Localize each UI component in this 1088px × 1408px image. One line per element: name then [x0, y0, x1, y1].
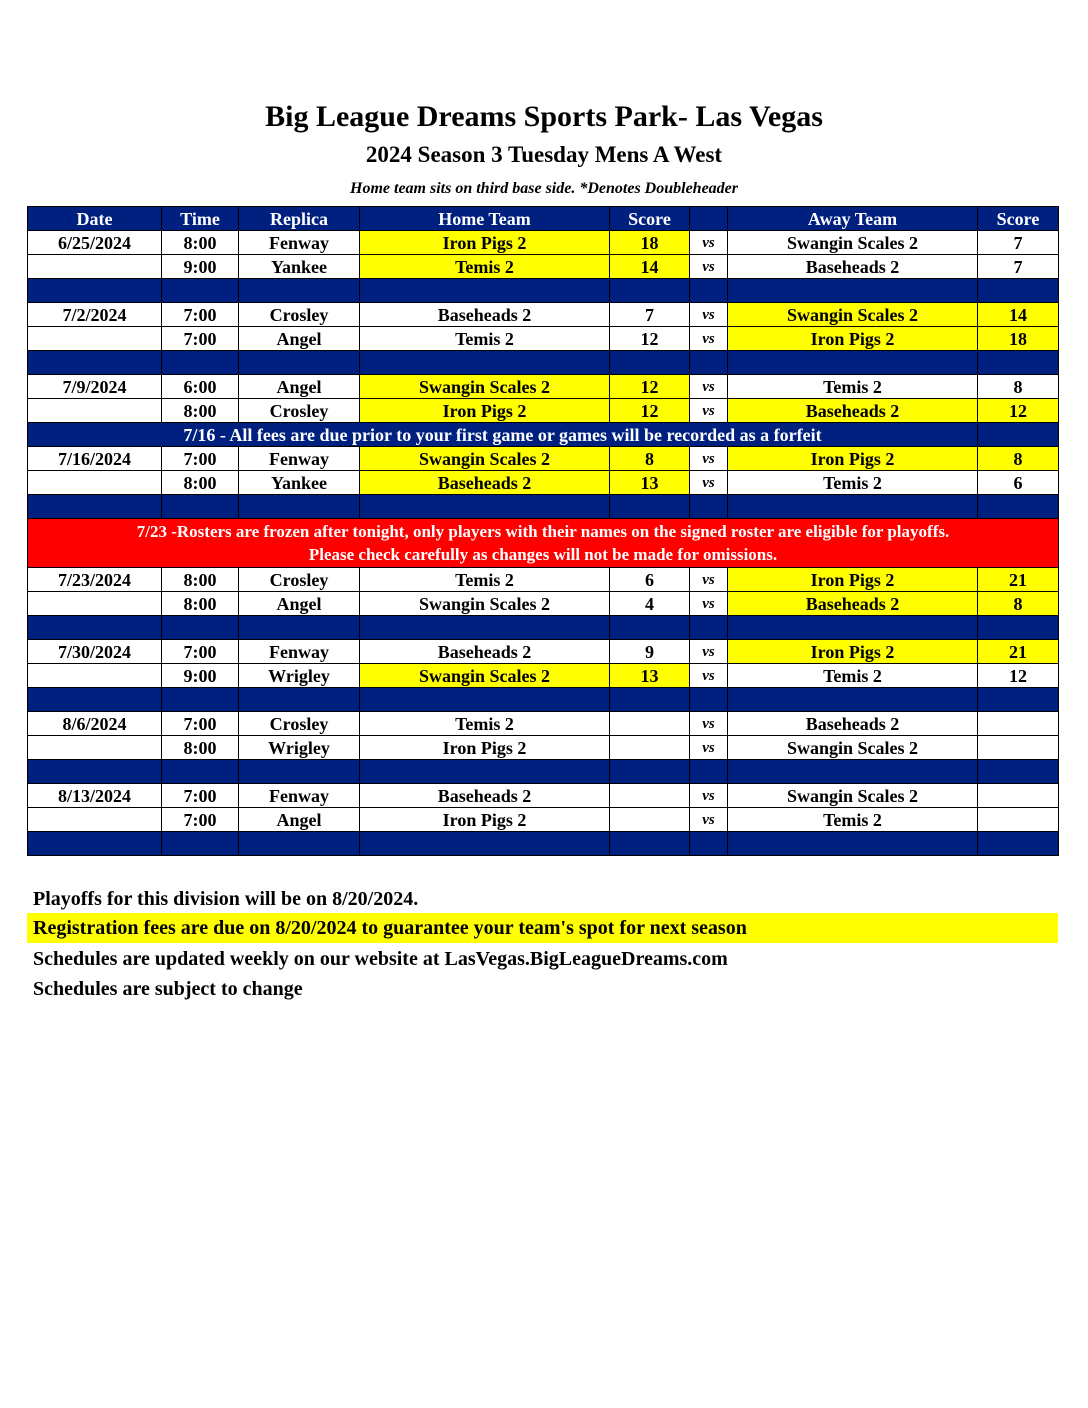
- spacer-cell: [162, 351, 239, 375]
- vs-label: vs: [690, 712, 728, 736]
- field-replica: Crosley: [239, 568, 360, 592]
- game-date: [28, 327, 162, 351]
- game-date: [28, 736, 162, 760]
- field-replica: Fenway: [239, 640, 360, 664]
- home-team: Swangin Scales 2: [360, 447, 610, 471]
- spacer-cell: [690, 688, 728, 712]
- vs-label: vs: [690, 664, 728, 688]
- game-time: 7:00: [162, 784, 239, 808]
- away-score: 12: [978, 399, 1059, 423]
- spacer-cell: [610, 351, 690, 375]
- col-header-vs: [690, 207, 728, 231]
- field-replica: Yankee: [239, 471, 360, 495]
- spacer-row: [28, 495, 1059, 519]
- game-row: [28, 784, 1059, 808]
- spacer-cell: [239, 616, 360, 640]
- season-subtitle: 2024 Season 3 Tuesday Mens A West: [365, 142, 723, 167]
- game-row: [28, 375, 1059, 399]
- away-team: Iron Pigs 2: [728, 447, 978, 471]
- spacer-cell: [610, 279, 690, 303]
- away-team: Baseheads 2: [728, 255, 978, 279]
- home-score: 13: [610, 471, 690, 495]
- game-time: 6:00: [162, 375, 239, 399]
- field-replica: Angel: [239, 327, 360, 351]
- game-row: [28, 712, 1059, 736]
- website-note: Schedules are updated weekly on our website at LasVegas.BigLeagueDreams.com: [33, 948, 728, 970]
- home-score: 14: [610, 255, 690, 279]
- game-row: [28, 471, 1059, 495]
- away-score: [978, 712, 1059, 736]
- spacer-cell: [978, 351, 1059, 375]
- col-header-date: Date: [28, 207, 162, 231]
- vs-label: vs: [690, 471, 728, 495]
- spacer-cell: [162, 832, 239, 856]
- vs-label: vs: [690, 231, 728, 255]
- game-time: 8:00: [162, 399, 239, 423]
- game-row: [28, 231, 1059, 255]
- field-replica: Crosley: [239, 399, 360, 423]
- away-score: 8: [978, 592, 1059, 616]
- vs-label: vs: [690, 375, 728, 399]
- game-row: [28, 399, 1059, 423]
- field-replica: Fenway: [239, 231, 360, 255]
- game-date: [28, 471, 162, 495]
- home-team: Swangin Scales 2: [360, 592, 610, 616]
- away-score: 8: [978, 447, 1059, 471]
- spacer-row: [28, 760, 1059, 784]
- home-team: Iron Pigs 2: [360, 399, 610, 423]
- away-team: Temis 2: [728, 664, 978, 688]
- change-note: Schedules are subject to change: [33, 978, 303, 1000]
- away-score: [978, 784, 1059, 808]
- notice-row: [28, 423, 1059, 447]
- registration-note: Registration fees are due on 8/20/2024 to guarantee your team's spot for next season: [27, 913, 1058, 943]
- spacer-cell: [978, 616, 1059, 640]
- game-row: [28, 664, 1059, 688]
- away-team: Temis 2: [728, 808, 978, 832]
- away-score: [978, 736, 1059, 760]
- game-time: 9:00: [162, 664, 239, 688]
- game-time: 8:00: [162, 592, 239, 616]
- spacer-cell: [28, 760, 162, 784]
- home-team: Swangin Scales 2: [360, 664, 610, 688]
- away-team: Swangin Scales 2: [728, 784, 978, 808]
- game-time: 7:00: [162, 808, 239, 832]
- spacer-row: [28, 351, 1059, 375]
- spacer-cell: [978, 832, 1059, 856]
- away-team: Swangin Scales 2: [728, 736, 978, 760]
- schedule-body: [28, 231, 1059, 856]
- game-time: 7:00: [162, 712, 239, 736]
- game-row: [28, 327, 1059, 351]
- game-time: 8:00: [162, 471, 239, 495]
- spacer-cell: [728, 351, 978, 375]
- game-row: [28, 568, 1059, 592]
- home-score: 9: [610, 640, 690, 664]
- vs-label: vs: [690, 447, 728, 471]
- home-score: [610, 808, 690, 832]
- game-row: [28, 255, 1059, 279]
- col-header-time: Time: [162, 207, 239, 231]
- spacer-cell: [610, 760, 690, 784]
- spacer-cell: [610, 832, 690, 856]
- game-row: [28, 447, 1059, 471]
- col-header-home-score: Score: [610, 207, 690, 231]
- roster-alert: [28, 519, 1059, 568]
- spacer-cell: [690, 279, 728, 303]
- game-time: 7:00: [162, 640, 239, 664]
- home-team: Baseheads 2: [360, 784, 610, 808]
- spacer-cell: [690, 760, 728, 784]
- schedule-table: [27, 206, 1059, 856]
- vs-label: vs: [690, 255, 728, 279]
- home-team: Temis 2: [360, 568, 610, 592]
- spacer-cell: [360, 495, 610, 519]
- vs-label: vs: [690, 327, 728, 351]
- home-score: [610, 784, 690, 808]
- spacer-cell: [360, 688, 610, 712]
- spacer-cell: [28, 495, 162, 519]
- page-title: Big League Dreams Sports Park- Las Vegas: [265, 100, 823, 133]
- home-score: 8: [610, 447, 690, 471]
- away-team: Temis 2: [728, 471, 978, 495]
- spacer-cell: [978, 760, 1059, 784]
- spacer-cell: [728, 760, 978, 784]
- roster-alert-line2: Please check carefully as changes will not be made for omissions.: [308, 545, 778, 564]
- field-replica: Angel: [239, 592, 360, 616]
- away-score: [978, 808, 1059, 832]
- away-score: 18: [978, 327, 1059, 351]
- col-header-away-team: Away Team: [728, 207, 978, 231]
- game-date: 6/25/2024: [28, 231, 162, 255]
- spacer-cell: [28, 279, 162, 303]
- playoffs-note: Playoffs for this division will be on 8/20/2024.: [33, 888, 419, 910]
- game-date: [28, 808, 162, 832]
- spacer-cell: [162, 616, 239, 640]
- spacer-cell: [28, 616, 162, 640]
- game-row: [28, 808, 1059, 832]
- home-score: 18: [610, 231, 690, 255]
- game-time: 9:00: [162, 255, 239, 279]
- spacer-cell: [610, 616, 690, 640]
- game-date: 7/30/2024: [28, 640, 162, 664]
- game-date: [28, 592, 162, 616]
- field-replica: Angel: [239, 375, 360, 399]
- game-time: 8:00: [162, 736, 239, 760]
- spacer-row: [28, 688, 1059, 712]
- fees-notice: 7/16 - All fees are due prior to your first game or games will be recorded as a forfeit: [28, 423, 978, 447]
- away-score: 7: [978, 231, 1059, 255]
- spacer-cell: [162, 279, 239, 303]
- spacer-cell: [239, 832, 360, 856]
- vs-label: vs: [690, 399, 728, 423]
- game-date: 7/23/2024: [28, 568, 162, 592]
- home-score: [610, 736, 690, 760]
- vs-label: vs: [690, 592, 728, 616]
- game-row: [28, 736, 1059, 760]
- game-time: 8:00: [162, 231, 239, 255]
- spacer-cell: [690, 351, 728, 375]
- spacer-row: [28, 832, 1059, 856]
- spacer-cell: [28, 688, 162, 712]
- away-team: Swangin Scales 2: [728, 231, 978, 255]
- home-team: Baseheads 2: [360, 471, 610, 495]
- home-team: Baseheads 2: [360, 640, 610, 664]
- home-team: Temis 2: [360, 327, 610, 351]
- spacer-cell: [728, 688, 978, 712]
- spacer-cell: [360, 760, 610, 784]
- field-replica: Wrigley: [239, 736, 360, 760]
- spacer-cell: [162, 760, 239, 784]
- spacer-cell: [728, 279, 978, 303]
- home-score: 12: [610, 327, 690, 351]
- spacer-cell: [239, 688, 360, 712]
- home-score: 12: [610, 375, 690, 399]
- spacer-cell: [978, 279, 1059, 303]
- spacer-cell: [360, 616, 610, 640]
- away-team: Iron Pigs 2: [728, 568, 978, 592]
- game-date: 7/2/2024: [28, 303, 162, 327]
- away-score: 21: [978, 640, 1059, 664]
- spacer-cell: [728, 495, 978, 519]
- away-team: Swangin Scales 2: [728, 303, 978, 327]
- spacer-cell: [28, 832, 162, 856]
- away-score: 21: [978, 568, 1059, 592]
- spacer-cell: [690, 495, 728, 519]
- spacer-cell: [162, 688, 239, 712]
- spacer-cell: [28, 351, 162, 375]
- spacer-cell: [239, 351, 360, 375]
- home-team: Iron Pigs 2: [360, 808, 610, 832]
- home-team: Swangin Scales 2: [360, 375, 610, 399]
- spacer-cell: [610, 688, 690, 712]
- home-score: 13: [610, 664, 690, 688]
- spacer-cell: [239, 760, 360, 784]
- game-row: [28, 592, 1059, 616]
- away-team: Iron Pigs 2: [728, 640, 978, 664]
- game-date: [28, 399, 162, 423]
- game-date: 8/6/2024: [28, 712, 162, 736]
- table-header-row: [28, 207, 1059, 231]
- spacer-cell: [728, 616, 978, 640]
- home-team: Iron Pigs 2: [360, 231, 610, 255]
- spacer-cell: [162, 495, 239, 519]
- field-replica: Yankee: [239, 255, 360, 279]
- field-replica: Fenway: [239, 447, 360, 471]
- away-score: 6: [978, 471, 1059, 495]
- game-date: [28, 255, 162, 279]
- home-score: 6: [610, 568, 690, 592]
- spacer-cell: [978, 688, 1059, 712]
- home-team: Baseheads 2: [360, 303, 610, 327]
- vs-label: vs: [690, 303, 728, 327]
- away-score: 8: [978, 375, 1059, 399]
- home-score: 7: [610, 303, 690, 327]
- field-replica: Crosley: [239, 712, 360, 736]
- home-team-note: Home team sits on third base side. *Denotes Doubleheader: [350, 180, 738, 197]
- home-team: Iron Pigs 2: [360, 736, 610, 760]
- away-team: Temis 2: [728, 375, 978, 399]
- home-score: 12: [610, 399, 690, 423]
- away-score: 14: [978, 303, 1059, 327]
- home-team: Temis 2: [360, 255, 610, 279]
- home-team: Temis 2: [360, 712, 610, 736]
- vs-label: vs: [690, 640, 728, 664]
- spacer-cell: [360, 832, 610, 856]
- game-time: 7:00: [162, 327, 239, 351]
- game-date: 7/16/2024: [28, 447, 162, 471]
- spacer-row: [28, 279, 1059, 303]
- spacer-row: [28, 616, 1059, 640]
- spacer-cell: [690, 616, 728, 640]
- field-replica: Fenway: [239, 784, 360, 808]
- spacer-cell: [360, 279, 610, 303]
- away-team: Iron Pigs 2: [728, 327, 978, 351]
- spacer-cell: [610, 495, 690, 519]
- field-replica: Angel: [239, 808, 360, 832]
- col-header-away-score: Score: [978, 207, 1059, 231]
- game-time: 7:00: [162, 303, 239, 327]
- game-time: 8:00: [162, 568, 239, 592]
- spacer-cell: [978, 495, 1059, 519]
- roster-alert-row: [28, 519, 1059, 568]
- game-date: 7/9/2024: [28, 375, 162, 399]
- spacer-cell: [690, 832, 728, 856]
- spacer-cell: [239, 279, 360, 303]
- field-replica: Wrigley: [239, 664, 360, 688]
- notice-blank-cell: [978, 423, 1059, 447]
- away-team: Baseheads 2: [728, 399, 978, 423]
- field-replica: Crosley: [239, 303, 360, 327]
- vs-label: vs: [690, 808, 728, 832]
- vs-label: vs: [690, 784, 728, 808]
- home-score: 4: [610, 592, 690, 616]
- col-header-home-team: Home Team: [360, 207, 610, 231]
- away-team: Baseheads 2: [728, 712, 978, 736]
- roster-alert-line1: 7/23 -Rosters are frozen after tonight, only players with their names on the signed roster are eligible for playoffs.: [136, 522, 950, 541]
- game-date: 8/13/2024: [28, 784, 162, 808]
- game-row: [28, 640, 1059, 664]
- game-date: [28, 664, 162, 688]
- away-team: Baseheads 2: [728, 592, 978, 616]
- spacer-cell: [728, 832, 978, 856]
- vs-label: vs: [690, 568, 728, 592]
- home-score: [610, 712, 690, 736]
- col-header-replica: Replica: [239, 207, 360, 231]
- spacer-cell: [360, 351, 610, 375]
- vs-label: vs: [690, 736, 728, 760]
- game-row: [28, 303, 1059, 327]
- game-time: 7:00: [162, 447, 239, 471]
- spacer-cell: [239, 495, 360, 519]
- away-score: 12: [978, 664, 1059, 688]
- away-score: 7: [978, 255, 1059, 279]
